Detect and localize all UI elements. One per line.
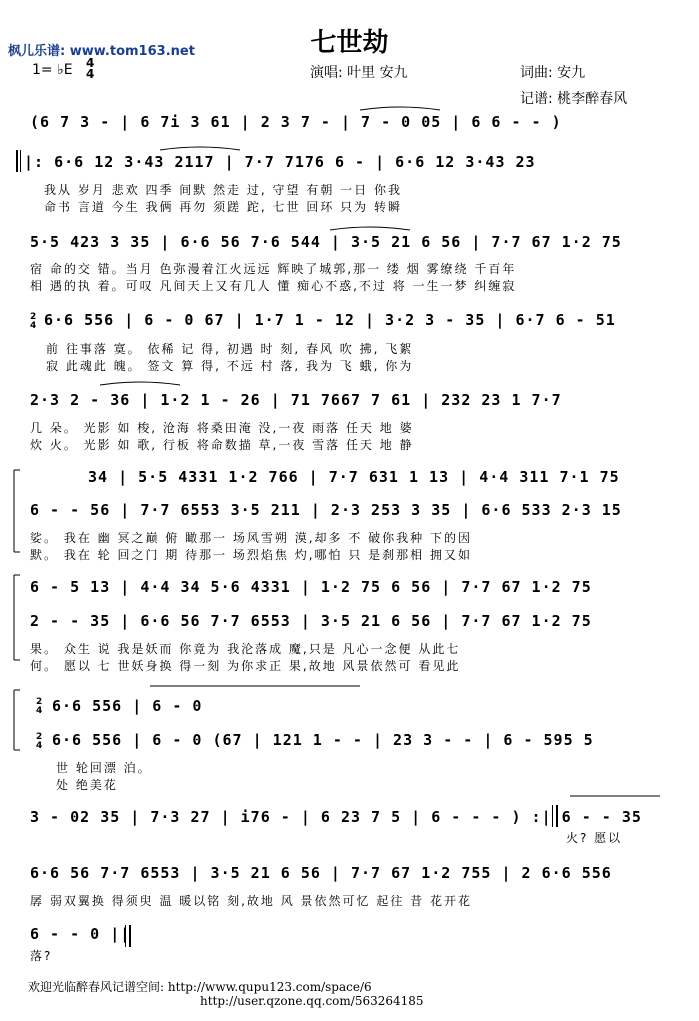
lyric-line-1b: 命书 言道 今生 我俩 再勿 须蹉 跎, 七世 回环 只为 转瞬 bbox=[44, 200, 402, 214]
song-title: 七世劫 bbox=[310, 28, 389, 58]
scribe-credit: 记谱: 桃李醉春风 bbox=[520, 91, 628, 107]
intro-line: (6 7 3 - | 6 7i 3 61 | 2 3 7 - | 7 - 0 05 | 6 6 - - ) bbox=[30, 113, 562, 131]
notation-line-5-upper: 34 | 5·5 4331 1·2 766 | 7·7 631 1 13 | 4·4 311 7·1 75 bbox=[88, 468, 620, 486]
notation-line-2: 5·5 423 3 35 | 6·6 56 7·6 544 | 3·5 21 6 56 | 7·7 67 1·2 75 bbox=[30, 233, 622, 251]
lyric-line-2b: 相 遇的执 着。可叹 凡间天上又有几人 懂 痴心不惑,不过 将 一生一梦 纠缠寂 bbox=[30, 279, 517, 293]
lyric-line-3b: 寂 此魂此 魄。 签文 算 得, 不远 村 落, 我为 飞 蛾, 你为 bbox=[46, 359, 414, 373]
site-watermark: 枫儿乐谱: www.tom163.net bbox=[8, 44, 195, 59]
lyric-line-2a: 宿 命的交 错。当月 色弥漫着江火远远 辉映了城郭,那一 缕 烟 雾缭绕 千百年 bbox=[30, 262, 517, 276]
time-change-2-4-c: 2 4 bbox=[36, 732, 43, 751]
notation-line-7: 6·6 556 | 6 - 0 (67 | 121 1 - - | 23 3 - - | 6 - 595 5 bbox=[52, 731, 594, 749]
notation-line-7-upper: 6·6 556 | 6 - 0 bbox=[52, 697, 203, 715]
lyric-line-4a: 几 朵。 光影 如 梭, 沧海 将桑田淹 没,一夜 雨落 任天 地 婆 bbox=[30, 421, 414, 435]
lyric-line-5b: 默。 我在 轮 回之门 期 待那一 场烈焰焦 灼,哪怕 只 是刹那相 拥又如 bbox=[30, 548, 472, 562]
lyric-line-5a: 娑。 我在 幽 冥之巅 俯 瞰那一 场风雪朔 漠,却多 不 破你我种 下的因 bbox=[30, 531, 472, 545]
lyric-line-6b: 何。 愿以 七 世妖身换 得一刻 为你求正 果,故地 风景依然可 看见此 bbox=[30, 659, 461, 673]
notation-line-8: 3 - 02 35 | 7·3 27 | i76 - | 6 23 7 5 | 6 - - - ) :| 6 - - 35 bbox=[30, 808, 642, 826]
lyric-line-4b: 炊 火。 光影 如 歌, 行板 将命数描 草,一夜 雪落 任天 地 静 bbox=[30, 438, 414, 452]
lyric-line-6a: 果。 众生 说 我是妖而 你竟为 我沦落成 魔,只是 凡心一念便 从此七 bbox=[30, 642, 461, 656]
lyric-line-9: 孱 弱双翼换 得须臾 温 暖以铭 刻,故地 风 景依然可忆 起往 昔 花开花 bbox=[30, 894, 472, 908]
time-signature: 4 4 bbox=[86, 56, 95, 81]
lyric-line-1a: 我从 岁月 悲欢 四季 间默 然走 过, 守望 有朝 一日 你我 bbox=[44, 183, 402, 197]
notation-line-4: 2·3 2 - 36 | 1·2 1 - 26 | 71 7667 7 61 | 232 23 1 7·7 bbox=[30, 391, 562, 409]
time-change-2-4-b: 2 4 bbox=[36, 697, 43, 716]
lyric-line-8: 火? 愿以 bbox=[566, 831, 623, 845]
key-signature: 1= ♭E bbox=[32, 62, 73, 78]
time-change-2-4: 2 4 bbox=[30, 312, 37, 331]
footer-line-1: 欢迎光临醉春风记谱空间: http://www.qupu123.com/space/6 bbox=[28, 980, 372, 994]
lyric-line-7b: 处 绝美花 bbox=[56, 778, 118, 792]
notation-line-3: 6·6 556 | 6 - 0 67 | 1·7 1 - 12 | 3·2 3 - 35 | 6·7 6 - 51 bbox=[44, 311, 616, 329]
lyricist-credit: 词曲: 安九 bbox=[520, 65, 586, 81]
lyric-line-3a: 前 往事落 寞。 依稀 记 得, 初遇 时 刻, 春风 吹 拂, 飞絮 bbox=[46, 342, 414, 356]
notation-line-1: |: 6·6 12 3·43 2117 | 7·7 7176 6 - | 6·6 12 3·43 23 bbox=[24, 153, 536, 171]
footer-line-2: http://user.qzone.qq.com/563264185 bbox=[200, 994, 424, 1008]
singer-credit: 演唱: 叶里 安九 bbox=[310, 65, 408, 81]
notation-line-6-upper: 6 - 5 13 | 4·4 34 5·6 4331 | 1·2 75 6 56 | 7·7 67 1·2 75 bbox=[30, 578, 592, 596]
lyric-line-10: 落? bbox=[30, 949, 53, 963]
notation-line-10: 6 - - 0 || bbox=[30, 925, 131, 943]
notation-line-9: 6·6 56 7·7 6553 | 3·5 21 6 56 | 7·7 67 1·2 755 | 2 6·6 556 bbox=[30, 864, 612, 882]
lyric-line-7a: 世 轮回漂 泊。 bbox=[56, 761, 152, 775]
notation-line-5: 6 - - 56 | 7·7 6553 3·5 211 | 2·3 253 3 35 | 6·6 533 2·3 15 bbox=[30, 501, 622, 519]
notation-line-6: 2 - - 35 | 6·6 56 7·7 6553 | 3·5 21 6 56 | 7·7 67 1·2 75 bbox=[30, 612, 592, 630]
